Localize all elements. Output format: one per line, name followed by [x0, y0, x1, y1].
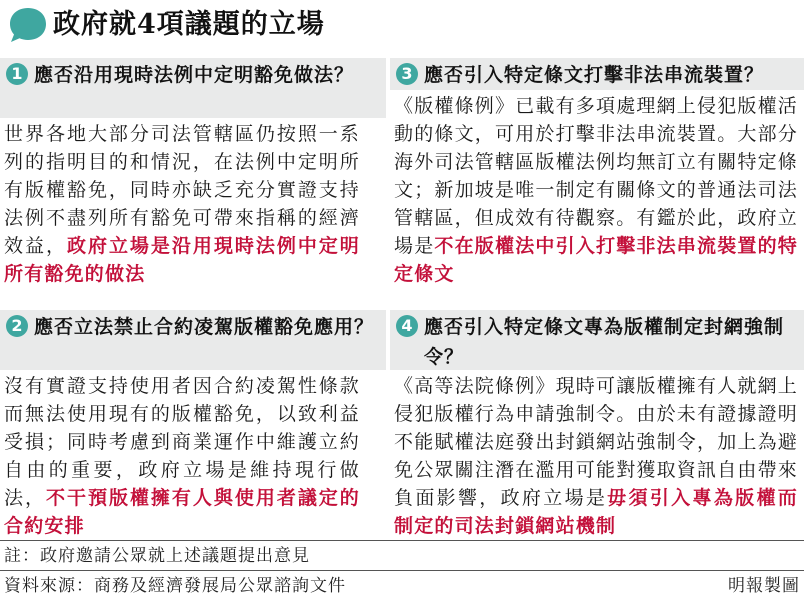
answer-3-text: 《版權條例》已載有多項處理網上侵犯版權活動的條文，可用於打擊非法串流裝置。大部分海外司法管轄區版權法例均無訂立有關特定條文；新加坡是唯一制定有關條文的普通法司法管轄區，但成效有待觀察。有鑑於此，政府立場是	[394, 95, 799, 257]
question-2-text: 應否立法禁止合約凌駕版權豁免應用？	[34, 316, 375, 338]
page-title: 政府就4項議題的立場	[53, 9, 325, 40]
footnote: 註：政府邀請公眾就上述議題提出意見	[4, 546, 310, 566]
answer-1-text: 世界各地大部分司法管轄區仍按照一系列的指明目的和情況，在法例中定明所有版權豁免，同時亦缺乏充分實證支持法例不盡列所有豁免可帶來指稱的經濟效益，	[4, 123, 360, 257]
answer-3-highlight: 不在版權法中引入打擊非法串流裝置的特定條文	[394, 235, 799, 285]
answer-1-highlight: 政府立場是沿用現時法例中定明所有豁免的做法	[4, 235, 360, 285]
question-bar-3	[390, 58, 804, 90]
answer-4-highlight: 毋須引入專為版權而制定的司法封鎖網站機制	[394, 487, 798, 537]
question-4-text: 應否引入特定條文專為版權制定封網強制令？	[424, 316, 785, 368]
divider-top	[0, 540, 804, 541]
answer-3	[394, 92, 798, 288]
answer-2-highlight: 不干預版權擁有人與使用者議定的合約安排	[4, 487, 360, 537]
speech-bubble-icon	[8, 6, 48, 44]
answer-4-text: 《高等法院條例》現時可讓版權擁有人就網上侵犯版權行為申請強制令。由於未有證據證明不能賦權法庭發出封鎖網站強制令，加上為避免公眾關注潛在濫用可能對獲取資訊自由帶來負面影響，政府立場是	[394, 375, 799, 509]
source-line: 資料來源：商務及經濟發展局公眾諮詢文件	[4, 576, 346, 596]
question-bar-4	[390, 310, 804, 370]
answer-2	[4, 372, 360, 540]
answer-4	[394, 372, 798, 540]
credit-line: 明報製圖	[728, 576, 800, 596]
question-1-text: 應否沿用現時法例中定明豁免做法？	[34, 64, 355, 86]
question-bar-1	[0, 58, 386, 118]
number-badge-2: 2	[6, 315, 28, 337]
question-bar-2	[0, 310, 386, 370]
header	[0, 0, 804, 50]
number-badge-4: 4	[396, 315, 418, 337]
number-badge-3: 3	[396, 63, 418, 85]
divider-bottom	[0, 570, 804, 571]
answer-2-text: 沒有實證支持使用者因合約凌駕性條款而無法使用現有的版權豁免，以致利益受損；同時考慮到商業運作中維護立約自由的重要，政府立場是維持現行做法，	[4, 375, 360, 509]
question-3-text: 應否引入特定條文打擊非法串流裝置？	[424, 64, 765, 86]
answer-1	[4, 120, 360, 288]
number-badge-1: 1	[6, 63, 28, 85]
